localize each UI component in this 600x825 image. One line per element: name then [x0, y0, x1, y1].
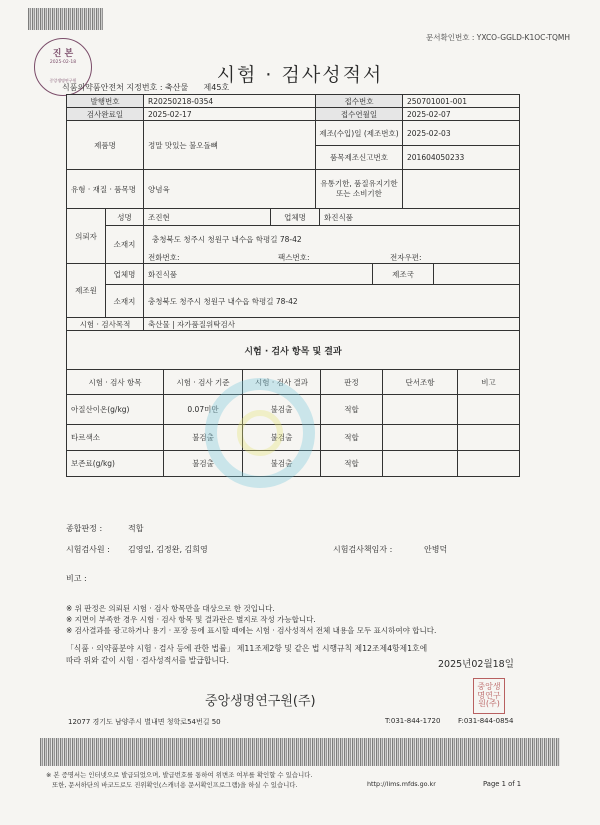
issue-date: 2025년02월18일	[438, 659, 514, 670]
address-block	[143, 225, 520, 264]
institute-seal: 중앙생 명연구 원(주)	[473, 678, 505, 714]
country-label: 제조국	[372, 263, 434, 285]
row1-standard: 0.07미만	[163, 394, 243, 425]
col-result: 시험 · 검사 결과	[242, 369, 321, 395]
row1-remarks	[457, 394, 520, 425]
row3-standard: 불검출	[163, 450, 243, 477]
testers-label: 시험검사원 :	[66, 545, 110, 554]
row2-item: 타르색소	[66, 424, 164, 451]
document-title: 시험 · 검사성적서	[216, 64, 384, 86]
type-label: 유형 · 재질 · 품목명	[66, 169, 144, 209]
mfr-address-value: 충청북도 청주시 청원구 내수읍 학평길 78-42	[143, 284, 520, 318]
institute-name: 중앙생명연구원(주)	[205, 694, 316, 709]
col-remarks: 비고	[457, 369, 520, 395]
note-1: ※ 위 판정은 의뢰된 시험 · 검사 항목만을 대상으로 한 것입니다.	[66, 604, 275, 613]
expiry-value	[402, 169, 520, 209]
mfg-date-label: 제조(수입)일 (제조번호)	[315, 120, 403, 146]
expiry-label: 유통기한, 품질유지기한 또는 소비기한	[315, 169, 403, 209]
applicant-address: 충청북도 청주시 청원구 내수읍 학평길 78-42	[152, 235, 302, 244]
receipt-no-value: 250701001-001	[402, 94, 520, 108]
col-unit: 단서조항	[382, 369, 458, 395]
col-standard: 시험 · 검사 기준	[163, 369, 243, 395]
row1-verdict: 적합	[320, 394, 383, 425]
note-3: ※ 검사결과를 광고하거나 용기 · 포장 등에 표시할 때에는 시험 · 검사성적서 전체 내용을 모두 표시하여야 합니다.	[66, 626, 437, 635]
company-name-label: 업체명	[270, 208, 320, 226]
responsible-value: 안병덕	[424, 545, 448, 554]
institute-address: 12077 경기도 남양주시 별내면 청학로54번길 50	[68, 718, 221, 726]
col-verdict: 판정	[320, 369, 383, 395]
overall-verdict-value: 적합	[128, 524, 144, 533]
row1-result: 불검출	[242, 394, 321, 425]
type-value: 양념육	[143, 169, 316, 209]
col-test-item: 시험 · 검사 항목	[66, 369, 164, 395]
designation-line: 식품의약품안전처 지정번호 : 축산물 제45호	[62, 83, 230, 92]
bottom-barcode	[40, 738, 560, 766]
report-no-value: 201604050233	[402, 145, 520, 170]
legal-basis-line-2: 따라 위와 같이 시험 · 검사성적서를 발급합니다.	[66, 656, 229, 665]
product-name-value: 정말 맛있는 불오돌뼈	[143, 120, 316, 170]
mfr-address-label: 소재지	[105, 284, 144, 318]
company-name-value: 화진식품	[319, 208, 520, 226]
legal-basis-line-1: 「식품 · 의약품분야 시험 · 검사 등에 관한 법률」 제11조제2항 및 같은 법 시행규칙 제12조제4항제1호에	[66, 644, 428, 653]
completion-date-value: 2025-02-17	[143, 107, 316, 121]
remarks-label: 비고 :	[66, 574, 87, 583]
manufacturer-company-label: 업체명	[105, 263, 144, 285]
applicant-name-value: 조진현	[143, 208, 271, 226]
testers-value: 김영일, 김정완, 김희영	[128, 545, 208, 554]
row2-remarks	[457, 424, 520, 451]
note-2: ※ 지면이 부족한 경우 시험 · 검사 항목 및 결과란은 별지로 작성 가능합니다.	[66, 615, 316, 624]
manufacturer-company-value: 화진식품	[143, 263, 373, 285]
country-value	[433, 263, 520, 285]
row3-verdict: 적합	[320, 450, 383, 477]
institute-fax: F:031-844-0854	[458, 717, 514, 725]
row1-unit	[382, 394, 458, 425]
original-copy-seal: 진 본 2025-02-18 중앙생명연구원	[34, 38, 92, 96]
row1-item: 아질산이온(g/kg)	[66, 394, 164, 425]
report-no-label: 품목제조신고번호	[315, 145, 403, 170]
receipt-date-label: 접수연월일	[315, 107, 403, 121]
responsible-label: 시험검사책임자 :	[333, 545, 393, 554]
row2-standard: 불검출	[163, 424, 243, 451]
email-label: 전자우편:	[390, 253, 422, 262]
product-name-label: 제품명	[66, 120, 144, 170]
issue-no-value: R20250218-0354	[143, 94, 316, 108]
footer-notice-2: 또한, 문서하단의 바코드로도 진위확인(스캐너용 문서확인프로그램)을 하실 수 있습니다.	[52, 781, 298, 789]
manufacturer-label: 제조원	[66, 263, 106, 318]
row2-unit	[382, 424, 458, 451]
footer-notice-1: ※ 본 증명서는 인터넷으로 발급되었으며, 발급번호를 통하여 위변조 여부를 확인할 수 있습니다.	[46, 771, 313, 779]
row3-remarks	[457, 450, 520, 477]
row2-result: 불검출	[242, 424, 321, 451]
purpose-label: 시험 · 검사목적	[66, 317, 144, 331]
address-label: 소재지	[105, 225, 144, 264]
row3-result: 불검출	[242, 450, 321, 477]
top-security-pattern	[28, 8, 103, 30]
overall-verdict-label: 종합판정 :	[66, 524, 103, 533]
security-hologram-inner	[237, 410, 283, 456]
receipt-date-value: 2025-02-07	[402, 107, 520, 121]
mfg-date-value: 2025-02-03	[402, 120, 520, 146]
document-confirmation-number: 문서확인번호 : YXCO-GGLD-K1OC-TQMH	[426, 33, 570, 42]
phone-label: 전화번호:	[148, 253, 180, 262]
fax-label: 팩스번호:	[278, 253, 310, 262]
results-heading: 시험 · 검사 항목 및 결과	[66, 330, 520, 370]
row3-unit	[382, 450, 458, 477]
verification-url: http://lims.mfds.go.kr	[367, 780, 436, 788]
applicant-label: 의뢰자	[66, 208, 106, 264]
row2-verdict: 적합	[320, 424, 383, 451]
row3-item: 보존료(g/kg)	[66, 450, 164, 477]
receipt-no-label: 접수번호	[315, 94, 403, 108]
applicant-name-label: 성명	[105, 208, 144, 226]
issue-no-label: 발행번호	[66, 94, 144, 108]
purpose-value: 축산물 | 자가품질위탁검사	[143, 317, 520, 331]
completion-date-label: 검사완료일	[66, 107, 144, 121]
page-indicator: Page 1 of 1	[483, 780, 522, 788]
institute-phone: T:031-844-1720	[385, 717, 441, 725]
